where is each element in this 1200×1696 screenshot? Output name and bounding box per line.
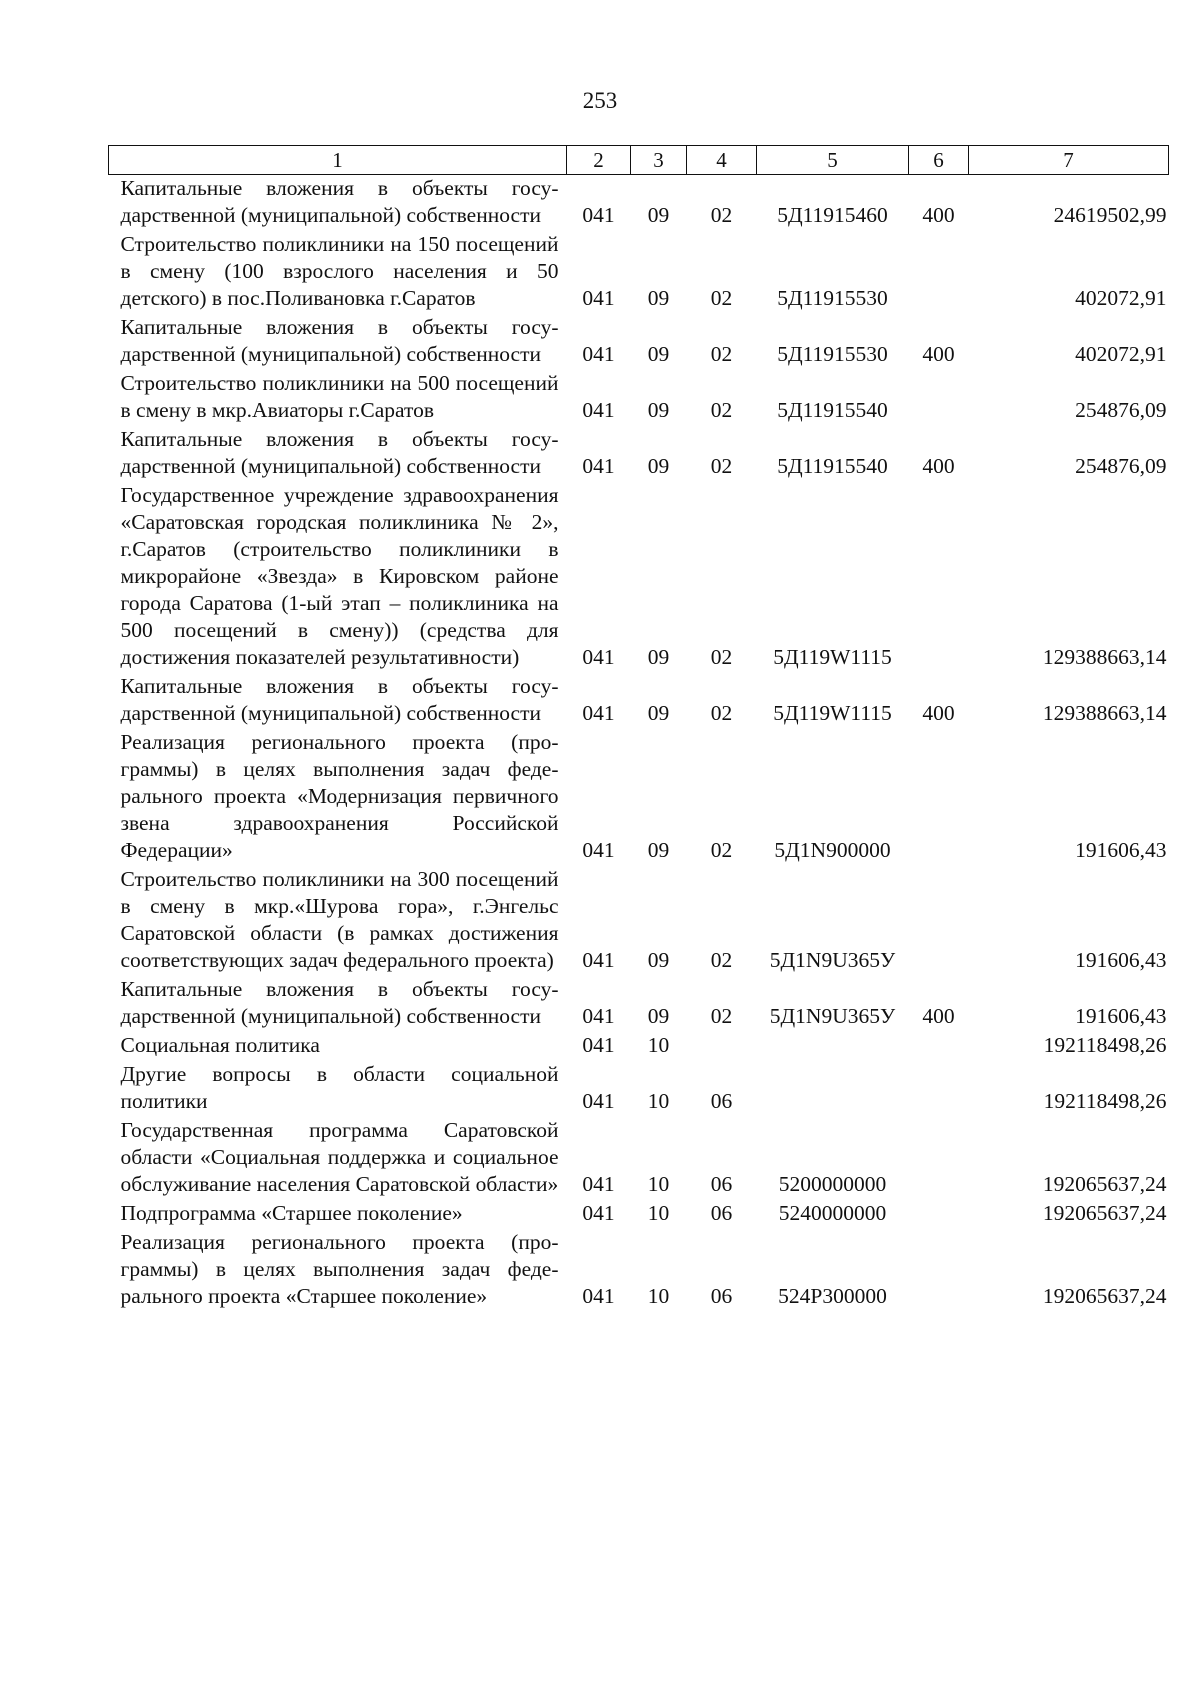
row-amount: 254876,09 <box>1075 398 1167 422</box>
row-code-section: 10 <box>647 1033 670 1057</box>
column-header-6: 6 <box>909 146 969 175</box>
row-name: Капитальные вложения в объекты государственной (муниципальной) собственности <box>120 315 559 366</box>
row-amount: 191606,43 <box>1075 838 1167 862</box>
row-code-ministry: 041 <box>582 1033 615 1057</box>
row-code-subsection: 06 <box>710 1089 733 1113</box>
row-code-expense-type: 400 <box>922 454 955 478</box>
row-code-ministry: 041 <box>582 454 615 478</box>
row-name: Подпрограмма «Старшее поколение» <box>120 1201 463 1225</box>
row-code-section: 09 <box>647 948 670 972</box>
row-amount: 191606,43 <box>1075 948 1167 972</box>
table-row <box>109 370 1169 426</box>
row-code-section: 10 <box>647 1089 670 1113</box>
row-code-section: 09 <box>647 838 670 862</box>
row-name: Государственная программа Саратовской области «Социальная поддержка и социальное обслуживание населения Саратовской области» <box>120 1118 559 1196</box>
table-row <box>109 482 1169 673</box>
row-code-target: 5Д119W1115 <box>773 645 892 669</box>
row-name: Строительство поликлиники на 150 посещений в смену (100 взрослого населения и 50 детского) в пос.Поливановка г.Саратов <box>120 232 559 310</box>
row-code-subsection: 02 <box>710 838 733 862</box>
row-amount: 129388663,14 <box>1042 645 1167 669</box>
row-name: Другие вопросы в области социальной политики <box>120 1062 559 1113</box>
table-row <box>109 1117 1169 1200</box>
row-amount: 192118498,26 <box>1043 1033 1167 1057</box>
row-name: Строительство поликлиники на 500 посещений в смену в мкр.Авиаторы г.Саратов <box>120 371 559 422</box>
row-code-subsection: 02 <box>710 203 733 227</box>
table-row <box>109 231 1169 314</box>
row-code-ministry: 041 <box>582 342 615 366</box>
row-code-section: 09 <box>647 342 670 366</box>
header-row <box>109 146 1169 175</box>
row-code-target: 5Д11915530 <box>777 286 888 310</box>
row-code-target: 524P300000 <box>778 1284 887 1308</box>
row-code-subsection: 06 <box>710 1172 733 1196</box>
row-code-subsection: 02 <box>710 701 733 725</box>
table-header <box>109 146 1169 175</box>
row-code-target: 5Д11915540 <box>777 398 888 422</box>
column-header-3: 3 <box>631 146 687 175</box>
row-amount: 129388663,14 <box>1042 701 1167 725</box>
row-code-section: 10 <box>647 1172 670 1196</box>
row-code-ministry: 041 <box>582 701 615 725</box>
row-code-expense-type <box>909 1200 969 1229</box>
row-name: Социальная политика <box>120 1033 320 1057</box>
row-code-target: 5Д11915460 <box>777 203 888 227</box>
row-code-expense-type <box>909 729 969 866</box>
table-row <box>109 175 1169 232</box>
row-code-section: 09 <box>647 203 670 227</box>
budget-table <box>108 145 1169 1312</box>
row-code-expense-type <box>909 1117 969 1200</box>
row-code-expense-type <box>909 1032 969 1061</box>
row-amount: 192065637,24 <box>1042 1201 1167 1225</box>
row-name: Капитальные вложения в объекты государственной (муниципальной) собственности <box>120 977 559 1028</box>
table-row <box>109 314 1169 370</box>
table-body <box>109 175 1169 1313</box>
row-code-target: 5Д119W1115 <box>773 701 892 725</box>
row-code-target: 5Д1N9U365У <box>769 948 896 972</box>
row-code-expense-type <box>909 370 969 426</box>
row-code-expense-type: 400 <box>922 701 955 725</box>
row-code-section: 10 <box>647 1284 670 1308</box>
row-code-target: 5Д1N9U365У <box>769 1004 896 1028</box>
page-number: 253 <box>582 88 618 113</box>
row-code-ministry: 041 <box>582 1089 615 1113</box>
row-code-target <box>757 1032 909 1061</box>
column-header-2: 2 <box>567 146 631 175</box>
row-code-expense-type: 400 <box>922 1004 955 1028</box>
table-row <box>109 1229 1169 1312</box>
row-code-ministry: 041 <box>582 645 615 669</box>
table-row <box>109 729 1169 866</box>
row-code-subsection: 02 <box>710 342 733 366</box>
row-amount: 254876,09 <box>1075 454 1167 478</box>
row-code-section: 10 <box>647 1201 670 1225</box>
row-code-ministry: 041 <box>582 1284 615 1308</box>
row-name: Государственное учреждение здравоохранения «Саратовская городская поликлиника № 2», г.Саратов (строительство поликлиники в микрорайоне «Звезда» в Кировском районе города Саратова (1-ый этап – поликлиника на 500 посещений в смену)) (средства для достижения показателей результативности) <box>120 483 559 669</box>
row-code-subsection: 06 <box>710 1201 733 1225</box>
row-code-target: 5240000000 <box>778 1201 887 1225</box>
row-code-section: 09 <box>647 286 670 310</box>
table-row <box>109 866 1169 976</box>
column-header-5: 5 <box>757 146 909 175</box>
row-code-ministry: 041 <box>582 398 615 422</box>
row-code-target: 5Д11915530 <box>777 342 888 366</box>
row-code-ministry: 041 <box>582 203 615 227</box>
row-amount: 24619502,99 <box>1053 203 1167 227</box>
row-code-section: 09 <box>647 454 670 478</box>
row-code-subsection: 02 <box>710 454 733 478</box>
row-code-ministry: 041 <box>582 948 615 972</box>
row-amount: 191606,43 <box>1075 1004 1167 1028</box>
row-code-subsection: 02 <box>710 398 733 422</box>
row-name: Реализация регионального проекта (программы) в целях выполнения задач федерального проекта «Старшее поколение» <box>120 1230 559 1308</box>
row-name: Капитальные вложения в объекты государственной (муниципальной) собственности <box>120 427 559 478</box>
row-code-ministry: 041 <box>582 286 615 310</box>
table-row <box>109 1061 1169 1117</box>
row-code-subsection: 06 <box>710 1284 733 1308</box>
table-row <box>109 1200 1169 1229</box>
row-code-target: 5Д1N900000 <box>774 838 891 862</box>
row-code-expense-type <box>909 866 969 976</box>
column-header-4: 4 <box>687 146 757 175</box>
row-amount: 192065637,24 <box>1042 1172 1167 1196</box>
row-code-section: 09 <box>647 701 670 725</box>
table-row <box>109 426 1169 482</box>
row-code-ministry: 041 <box>582 838 615 862</box>
row-code-expense-type: 400 <box>922 203 955 227</box>
row-amount: 402072,91 <box>1075 286 1167 310</box>
row-code-subsection <box>687 1032 757 1061</box>
row-code-ministry: 041 <box>582 1172 615 1196</box>
row-code-expense-type <box>909 231 969 314</box>
row-code-expense-type <box>909 1061 969 1117</box>
row-code-section: 09 <box>647 398 670 422</box>
row-amount: 192065637,24 <box>1042 1284 1167 1308</box>
row-name: Реализация регионального проекта (программы) в целях выполнения задач федерального проекта «Модернизация первичного звена здравоохранения Российской Федерации» <box>120 730 559 862</box>
table-row <box>109 1032 1169 1061</box>
row-name: Капитальные вложения в объекты государственной (муниципальной) собственности <box>120 674 559 725</box>
row-code-section: 09 <box>647 645 670 669</box>
row-code-expense-type <box>909 1229 969 1312</box>
row-amount: 402072,91 <box>1075 342 1167 366</box>
row-code-ministry: 041 <box>582 1201 615 1225</box>
row-code-expense-type: 400 <box>922 342 955 366</box>
column-header-7: 7 <box>969 146 1169 175</box>
row-amount: 192118498,26 <box>1043 1089 1167 1113</box>
row-name: Капитальные вложения в объекты государственной (муниципальной) собственности <box>120 176 559 227</box>
row-code-expense-type <box>909 482 969 673</box>
table-row <box>109 976 1169 1032</box>
row-code-section: 09 <box>647 1004 670 1028</box>
row-code-target <box>757 1061 909 1117</box>
row-code-ministry: 041 <box>582 1004 615 1028</box>
table-row <box>109 673 1169 729</box>
row-code-target: 5Д11915540 <box>777 454 888 478</box>
row-name: Строительство поликлиники на 300 посещений в смену в мкр.«Шурова гора», г.Энгельс Саратовской области (в рамках достижения соответствующих задач федерального проекта) <box>120 867 559 972</box>
row-code-subsection: 02 <box>710 948 733 972</box>
row-code-target: 5200000000 <box>778 1172 887 1196</box>
column-header-1: 1 <box>109 146 567 175</box>
row-code-subsection: 02 <box>710 1004 733 1028</box>
row-code-subsection: 02 <box>710 645 733 669</box>
row-code-subsection: 02 <box>710 286 733 310</box>
